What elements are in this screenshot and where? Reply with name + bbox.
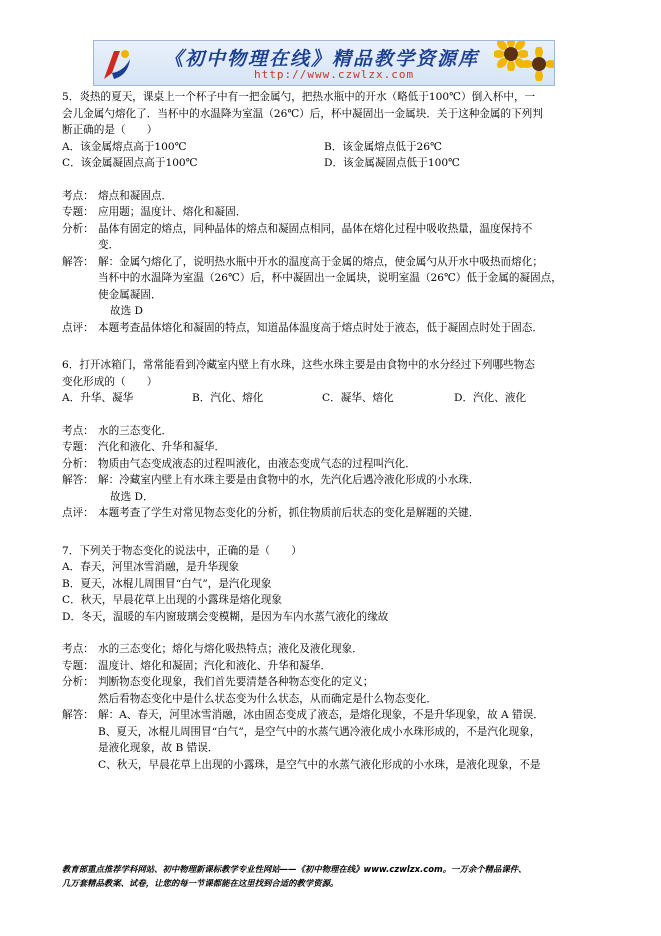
jieda-text: 解：A、春天，河里冰雪消融，冰由固态变成了液态，是熔化现象，不是升华现象，故 A 错误．	[98, 709, 544, 721]
fenxi-label: 分析：	[62, 676, 94, 688]
option-b: B．该金属熔点低于26℃	[324, 140, 442, 153]
kaodian-row	[62, 641, 592, 658]
kaodian-label: 考点：	[62, 189, 94, 202]
fenxi-row	[62, 221, 592, 254]
option-d: D．汽化、液化	[454, 392, 527, 404]
zhuanti-text: 汽化和液化、升华和凝华．	[98, 441, 226, 453]
option-row	[62, 155, 592, 172]
jieda-row	[62, 707, 592, 773]
question-7	[62, 543, 592, 774]
jieda-text: 是液化现象，故 B 错误．	[98, 742, 219, 754]
kaodian-label: 考点：	[62, 643, 94, 655]
fenxi-text: 晶体有固定的熔点，同种晶体的熔点和凝固点相同，晶体在熔化过程中吸收热量，温度保持不	[98, 222, 533, 235]
option-d: D．冬天，温暖的车内窗玻璃会变模糊，是因为车内水蒸气液化的缘故	[62, 610, 389, 623]
jieda-text: C、秋天，早晨花草上出现的小露珠，是空气中的水蒸气液化形成的小水珠，是液化现象，不是	[98, 758, 541, 771]
kaodian-row	[62, 423, 592, 440]
jieda-text: 解：金属勺熔化了，说明热水瓶中开水的温度高于金属的熔点，使金属勺从开水中吸热而熔化；	[98, 255, 543, 268]
fenxi-text: 然后看物态变化中是什么状态变为什么状态，从而确定是什么物态变化．	[98, 692, 437, 705]
page-footer	[62, 862, 602, 890]
option-a: A．该金属熔点高于100℃	[62, 140, 187, 153]
option-b: B．汽化、熔化	[192, 392, 264, 404]
zhuanti-row	[62, 658, 592, 675]
option-b: B．夏天，冰棍儿周围冒“白气”，是汽化现象	[62, 577, 272, 590]
kaodian-text: 水的三态变化；熔化与熔化吸热特点；液化及液化现象．	[98, 643, 363, 655]
option-row	[62, 390, 592, 407]
document-body	[62, 89, 592, 773]
question-6	[62, 357, 592, 522]
kaodian-row	[62, 188, 592, 205]
zhuanti-label: 专题：	[62, 206, 94, 218]
kaodian-label: 考点：	[62, 424, 94, 437]
question-5	[62, 89, 592, 336]
dianping-text: 本题考查了学生对常见物态变化的分析，抓住物质前后状态的变化是解题的关键．	[98, 507, 480, 519]
dianping-row	[62, 505, 592, 522]
footer-line: 教育部重点推荐学科网站、初中物理新课标教学专业性网站——《初中物理在线》www.czwlzx.com。一万余个精品课件、	[62, 864, 527, 874]
zhuanti-row	[62, 439, 592, 456]
question-stem: 断正确的是（ ）	[62, 124, 158, 136]
zhuanti-text: 应用题；温度计、熔化和凝固．	[98, 206, 247, 218]
option-a: A．升华、凝华	[62, 392, 134, 404]
jieda-text: 使金属凝固．	[98, 288, 162, 301]
sunflower-icon	[522, 47, 555, 81]
jieda-answer: 故选 D．	[110, 490, 154, 503]
question-stem: 5．炎热的夏天，课桌上一个杯子中有一把金属勺，把热水瓶中的开水（略低于100℃）倒入杯中，一	[62, 91, 536, 103]
jieda-label: 解答：	[62, 709, 94, 721]
option-c: C．秋天，早晨花草上出现的小露珠是熔化现象	[62, 594, 282, 606]
fenxi-text: 物质由气态变成液态的过程叫液化，由液态变成气态的过程叫汽化．	[98, 457, 416, 470]
fenxi-text: 判断物态变化现象，我们首先要清楚各种物态变化的定义；	[98, 676, 374, 688]
option-d: D．该金属凝固点低于100℃	[324, 157, 460, 169]
fenxi-label: 分析：	[62, 457, 94, 470]
fenxi-row	[62, 456, 592, 473]
option-a: A．春天，河里冰雪消融，是升华现象	[62, 561, 240, 573]
zhuanti-label: 专题：	[62, 659, 94, 672]
option-row	[62, 139, 592, 156]
fenxi-text: 变．	[98, 239, 120, 251]
site-logo-icon	[100, 45, 134, 83]
zhuanti-text: 温度计、熔化和凝固；汽化和液化、升华和凝华．	[98, 659, 332, 672]
footer-line: 几万套精品教案、试卷，让您的每一节课都能在这里找到合适的教学资源。	[62, 878, 339, 888]
dianping-label: 点评：	[62, 321, 94, 334]
banner-title: 《初中物理在线》精品教学资源库	[164, 48, 480, 70]
site-banner	[93, 40, 555, 86]
dianping-text: 本题考查晶体熔化和凝固的特点，知道晶体温度高于熔点时处于液态，低于凝固点时处于固态．	[98, 321, 543, 334]
jieda-row	[62, 254, 592, 320]
zhuanti-row	[62, 204, 592, 221]
question-stem: 变化形成的（ ）	[62, 375, 158, 388]
fenxi-row	[62, 674, 592, 707]
jieda-label: 解答：	[62, 474, 94, 486]
dianping-label: 点评：	[62, 507, 94, 519]
kaodian-text: 水的三态变化．	[98, 424, 173, 437]
jieda-answer: 故选 D	[110, 305, 144, 317]
jieda-text: 解：冷藏室内壁上有水珠主要是由食物中的水，先汽化后遇冷液化形成的小水珠．	[98, 474, 480, 486]
jieda-text: B、夏天，冰棍儿周围冒“白气”，是空气中的水蒸气遇冷液化成小水珠形成的，不是汽化现象，	[98, 725, 541, 738]
option-c: C．凝华、熔化	[322, 392, 394, 404]
question-stem: 7．下列关于物态变化的说法中，正确的是（ ）	[62, 544, 302, 557]
jieda-label: 解答：	[62, 255, 94, 268]
kaodian-text: 熔点和凝固点．	[98, 189, 173, 202]
jieda-text: 当杯中的水温降为室温（26℃）后，杯中凝固出一金属块，说明室温（26℃）低于金属的凝固点，	[98, 272, 562, 284]
option-c: C．该金属凝固点高于100℃	[62, 157, 198, 169]
zhuanti-label: 专题：	[62, 441, 94, 453]
dianping-row	[62, 320, 592, 337]
jieda-row	[62, 472, 592, 505]
question-stem: 会儿金属勺熔化了．当杯中的水温降为室温（26℃）后，杯中凝固出一金属块．关于这种金属的下列判	[62, 107, 543, 120]
banner-url: http://www.czwlzx.com	[254, 68, 415, 81]
question-stem: 6．打开冰箱门，常常能看到冷藏室内壁上有水珠，这些水珠主要是由食物中的水分经过下列哪些物态	[62, 359, 535, 371]
fenxi-label: 分析：	[62, 222, 94, 235]
